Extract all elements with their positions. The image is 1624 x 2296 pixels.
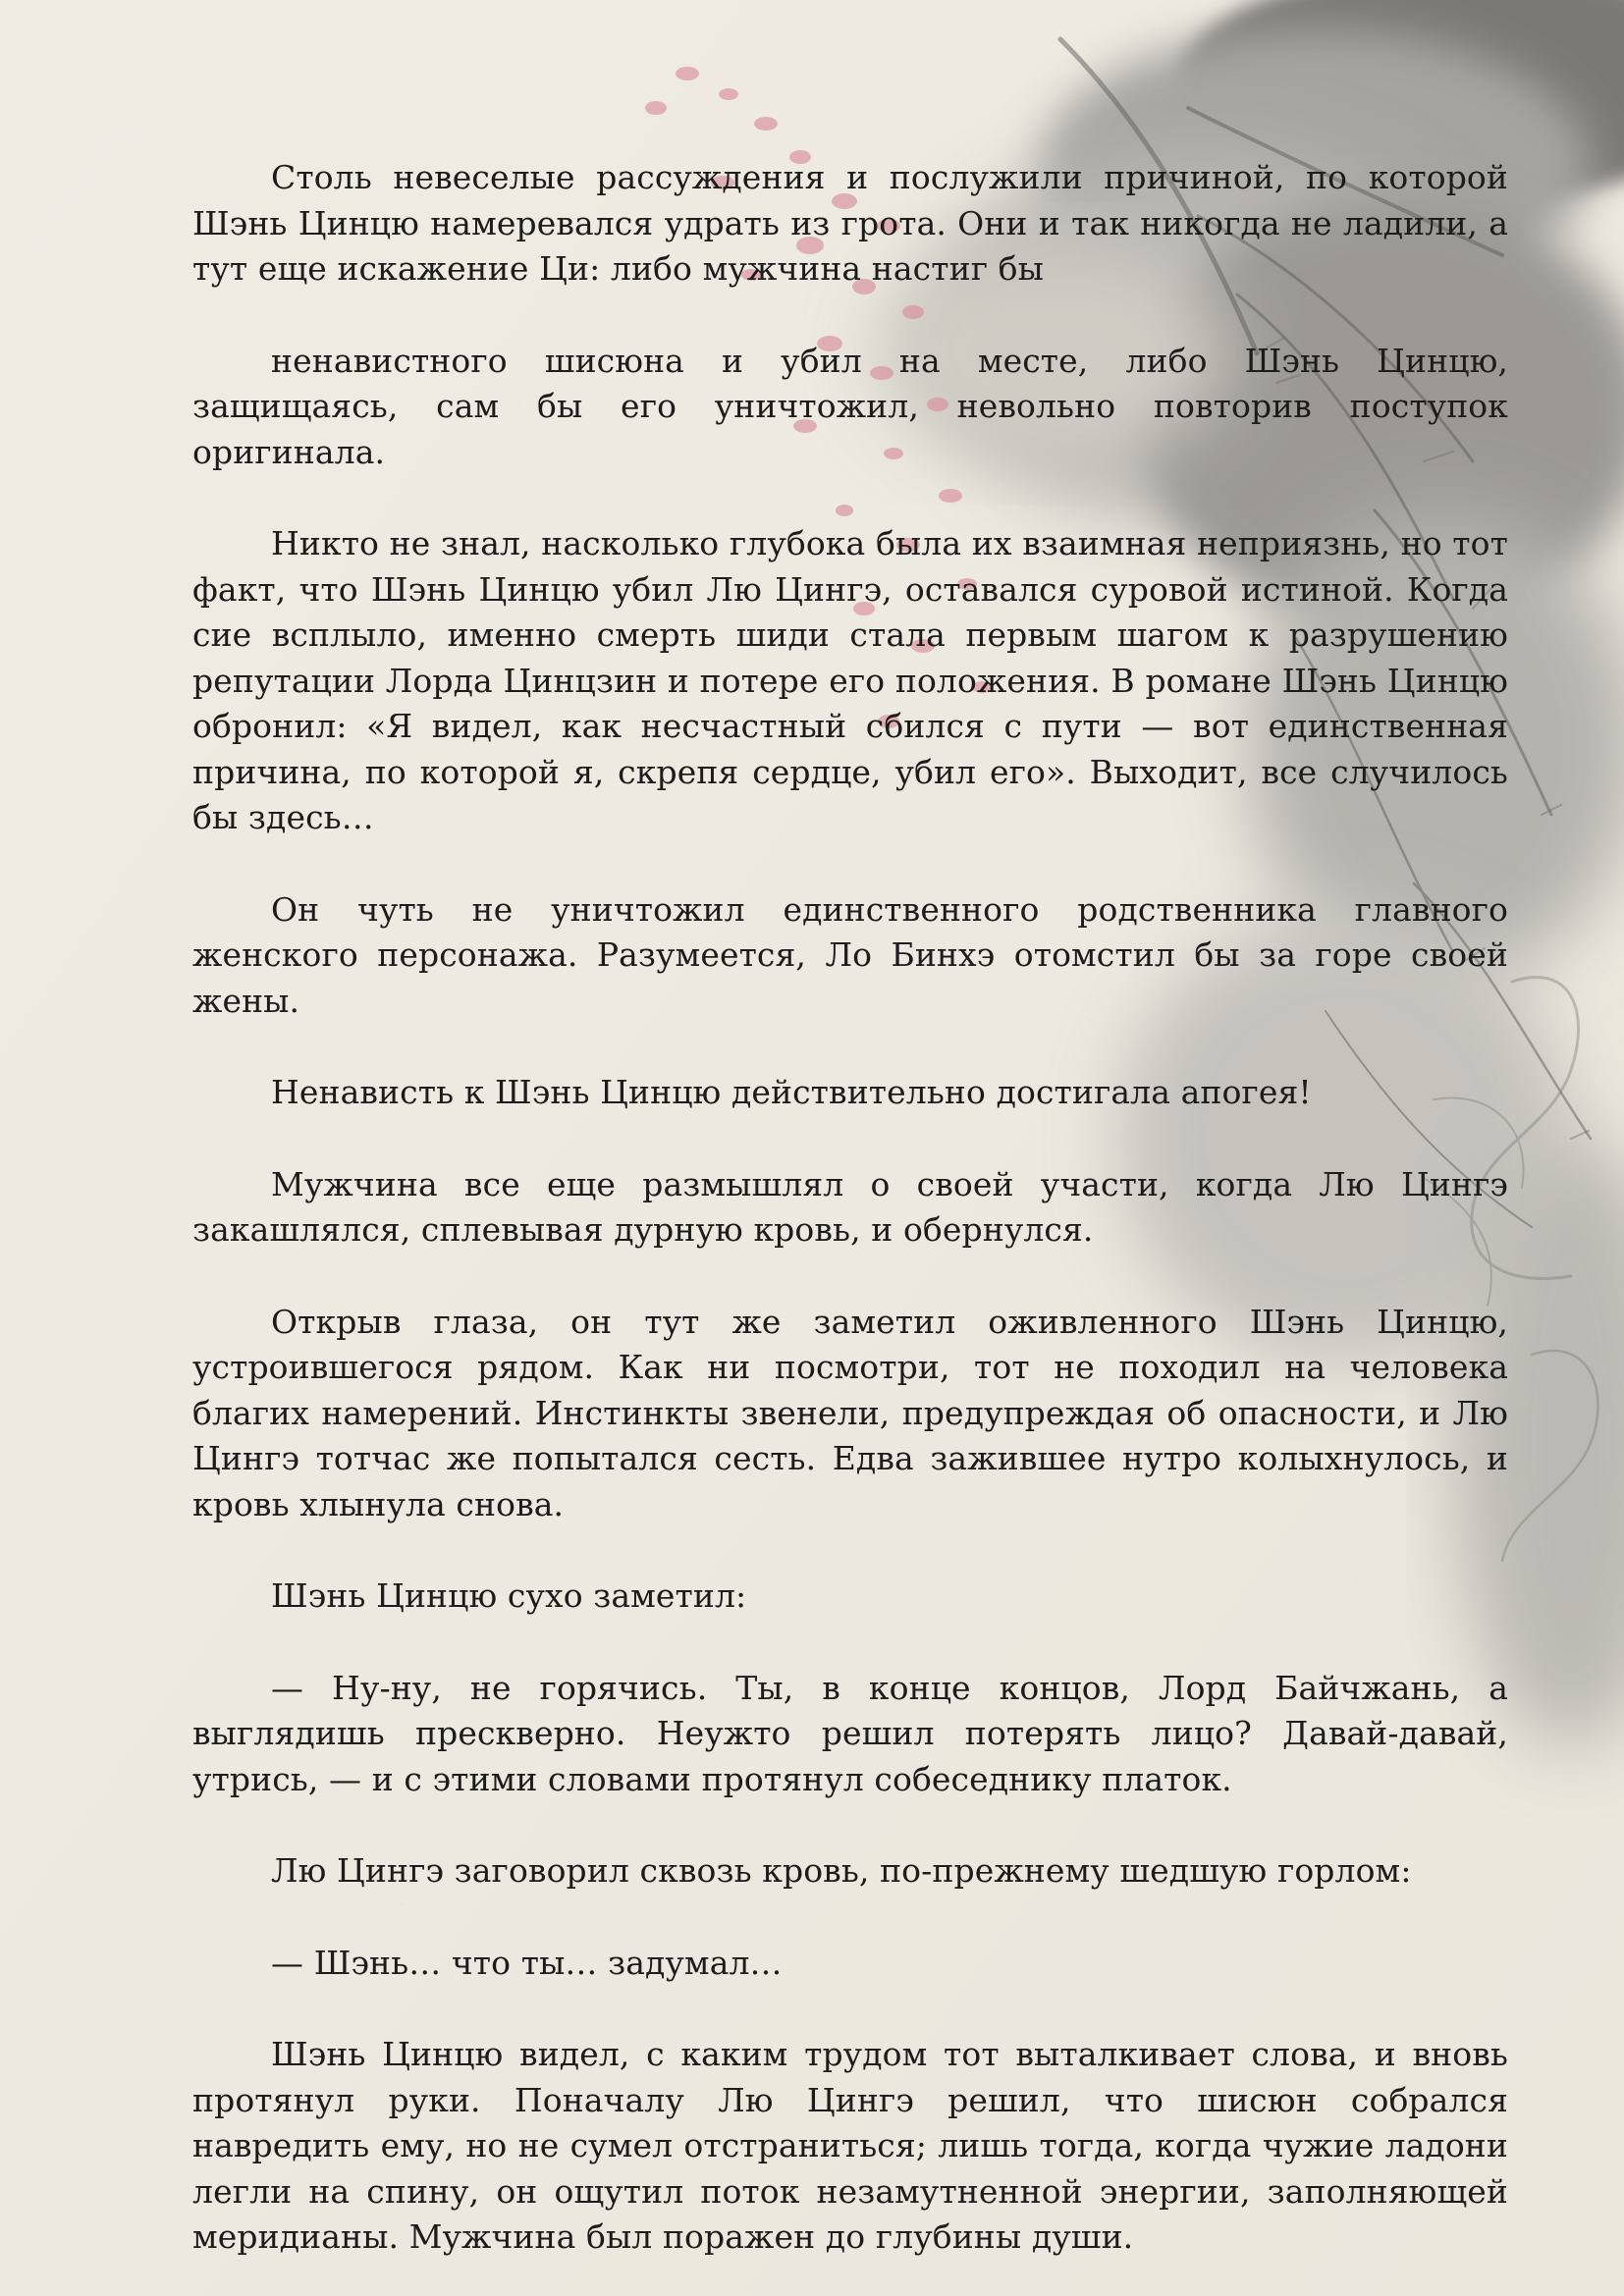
paragraph: — Ну-ну, не горячись. Ты, в конце концов, Лорд Байчжань, а выглядишь прескверно. Неужто решил потерять лицо? Давай-давай, утрись, — и с этими словами протянул собеседнику платок. — [192, 1668, 1508, 1798]
text-column — [192, 155, 1508, 2261]
paragraph: Шэнь Цинцю сухо заметил: — [271, 1576, 747, 1615]
paragraph: Открыв глаза, он тут же заметил оживленного Шэнь Цинцю, устроившегося рядом. Как ни посмотри, тот не походил на человека благих намерений. Инстинкты звенели, предупреждая об опасности, и Лю Цингэ тотчас же попытался сесть. Едва зажившее нутро колыхнулось, и кровь хлынула снова. — [192, 1302, 1508, 1523]
paragraph: Никто не знал, насколько глубока была их взаимная неприязнь, но тот факт, что Шэнь Цинцю убил Лю Цингэ, оставался суровой истиной. Когда сие всплыло, именно смерть шиди стала первым шагом к разрушению репутации Лорда Цинцзин и потере его положения. В романе Шэнь Цинцю обронил: «Я видел, как несчастный сбился с пути — вот единственная причина, по которой я, скрепя сердце, убил его». Выходит, все случилось бы здесь… — [192, 524, 1508, 836]
paragraph: Столь невеселые рассуждения и послужили причиной, по которой Шэнь Цинцю намеревался удрать из грота. Они и так никогда не ладили, а тут еще искажение Ци: либо мужчина настиг бы — [192, 158, 1508, 288]
paragraph: Лю Цингэ заговорил сквозь кровь, по-прежнему шедшую горлом: — [271, 1851, 1412, 1890]
paragraph: — Шэнь… что ты… задумал… — [271, 1943, 783, 1982]
paragraph: Ненависть к Шэнь Цинцю действительно достигала апогея! — [271, 1073, 1312, 1111]
paragraph: Мужчина все еще размышлял о своей участи, когда Лю Цингэ закашлялся, сплевывая дурную кровь, и обернулся. — [192, 1164, 1508, 1249]
paragraph: Он чуть не уничтожил единственного родственника главного женского персонажа. Разумеется, Ло Бинхэ отомстил бы за горе своей жены. — [192, 889, 1508, 1020]
paragraph: ненавистного шисюна и убил на месте, либо Шэнь Цинцю, защищаясь, сам бы его уничтожил, невольно повторив поступок оригинала. — [192, 341, 1508, 471]
paragraph: Шэнь Цинцю видел, с каким трудом тот выталкивает слова, и вновь протянул руки. Поначалу Лю Цингэ решил, что шисюн собрался навредить ему, но не сумел отстраниться; лишь тогда, когда чужие ладони легли на спину, он ощутил поток незамутненной энергии, заполняющей меридианы. Мужчина был поражен до глубины души. — [192, 2035, 1508, 2256]
